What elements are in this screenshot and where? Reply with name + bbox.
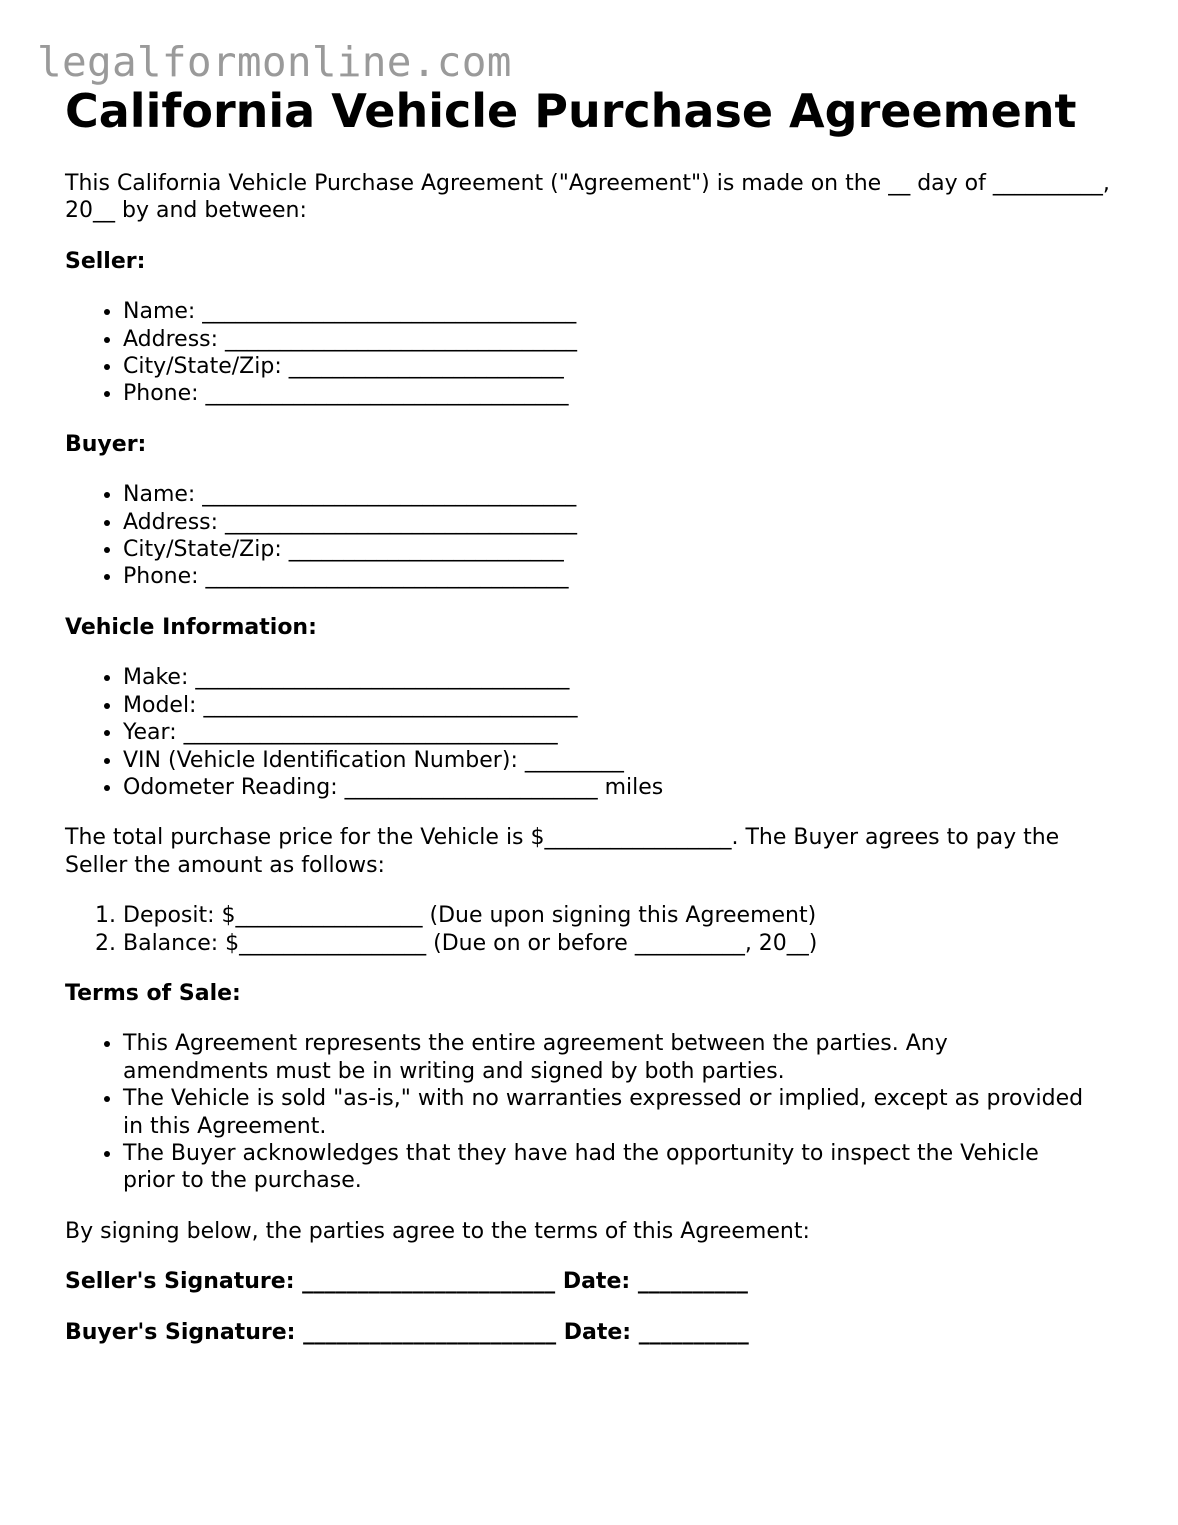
watermark: legalformonline.com <box>37 38 512 86</box>
buyer-name-field: • Name: __________________________________ <box>123 481 1125 508</box>
seller-signature-line: Seller's Signature: _______________________ Date: __________ <box>65 1269 748 1295</box>
vehicle-vin-field: • VIN (Vehicle Identification Number): _________ <box>123 747 1125 774</box>
vehicle-odometer-field: • Odometer Reading: _______________________ miles <box>123 774 1125 801</box>
balance-item: 2. Balance: $_________________ (Due on or before __________, 20__) <box>123 930 1125 957</box>
vehicle-year-field: • Year: __________________________________ <box>123 719 1125 746</box>
seller-phone-field: • Phone: _________________________________ <box>123 380 1125 407</box>
vehicle-make-field: • Make: __________________________________ <box>123 664 1125 691</box>
seller-address-field: • Address: ________________________________ <box>123 326 1125 353</box>
seller-city-state-zip-field: • City/State/Zip: _________________________ <box>123 353 1125 380</box>
terms-list <box>65 1030 1125 1194</box>
buyer-city-state-zip-field: • City/State/Zip: _________________________ <box>123 536 1125 563</box>
buyer-fields-list <box>65 481 1125 591</box>
vehicle-heading: Vehicle Information: <box>65 614 317 640</box>
intro-paragraph: This California Vehicle Purchase Agreement ("Agreement") is made on the __ day of __________, 20__ by and between: <box>65 171 1110 224</box>
terms-item-as-is: • The Vehicle is sold "as-is," with no warranties expressed or implied, except as provided in this Agreement. <box>123 1085 1085 1140</box>
buyer-signature-line: Buyer's Signature: _______________________ Date: __________ <box>65 1319 749 1345</box>
document-title: California Vehicle Purchase Agreement <box>65 84 1077 138</box>
document-page <box>65 82 1125 1346</box>
seller-heading: Seller: <box>65 248 146 274</box>
vehicle-fields-list <box>65 664 1125 801</box>
buyer-phone-field: • Phone: _________________________________ <box>123 563 1125 590</box>
seller-name-field: • Name: __________________________________ <box>123 298 1125 325</box>
terms-item-entire-agreement: • This Agreement represents the entire agreement between the parties. Any amendments must be in writing and signed by both parties. <box>123 1030 1085 1085</box>
deposit-item: 1. Deposit: $_________________ (Due upon signing this Agreement) <box>123 902 1125 929</box>
payment-list <box>65 902 1125 957</box>
seller-fields-list <box>65 298 1125 408</box>
buyer-heading: Buyer: <box>65 431 147 457</box>
purchase-price-paragraph: The total purchase price for the Vehicle is $_________________. The Buyer agrees to pay the Seller the amount as follows: <box>65 825 1060 878</box>
signing-intro: By signing below, the parties agree to the terms of this Agreement: <box>65 1218 810 1244</box>
terms-item-inspection: • The Buyer acknowledges that they have had the opportunity to inspect the Vehicle prior to the purchase. <box>123 1140 1085 1195</box>
terms-heading: Terms of Sale: <box>65 980 241 1006</box>
buyer-address-field: • Address: ________________________________ <box>123 509 1125 536</box>
vehicle-model-field: • Model: __________________________________ <box>123 692 1125 719</box>
